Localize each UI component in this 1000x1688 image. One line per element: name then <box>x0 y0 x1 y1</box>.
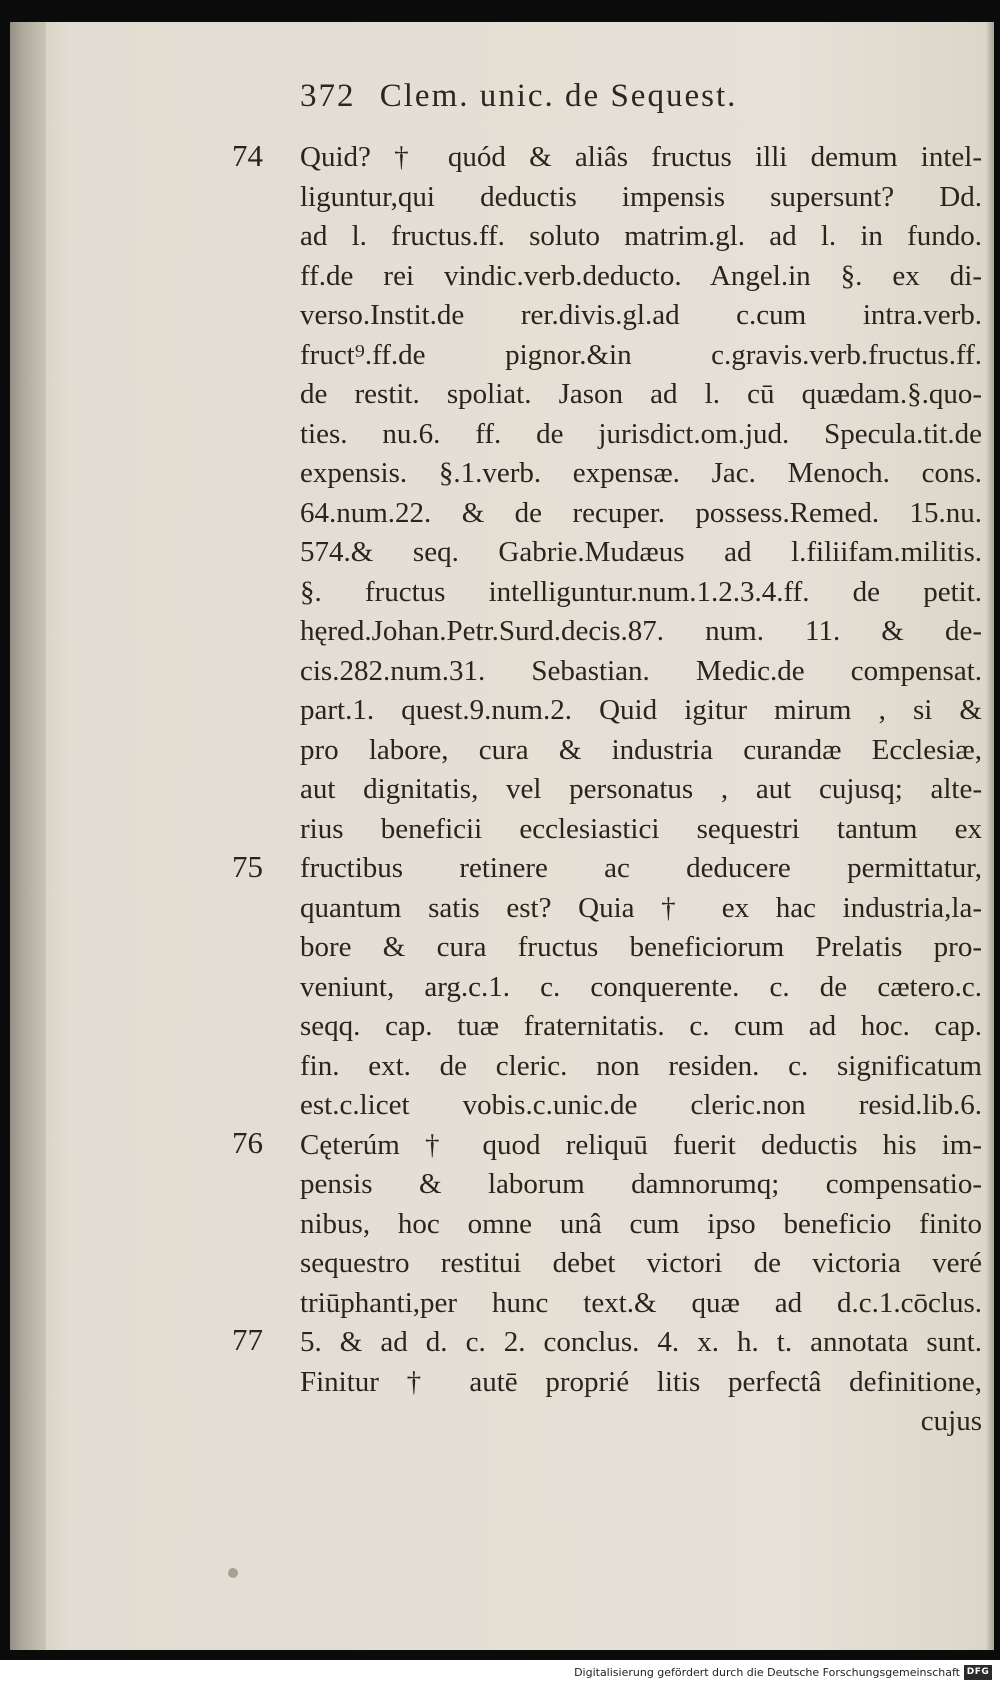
text-line: veniunt, arg.c.1. c. conquerente. c. de cætero.c. <box>300 970 982 1003</box>
margin-number: 74 <box>232 138 263 173</box>
text-line: triūphanti,per hunc text.& quæ ad d.c.1.cōclus. <box>300 1286 982 1319</box>
text-line: sequestro restitui debet victori de victoria veré <box>300 1247 982 1279</box>
text-line: ad l. fructus.ff. soluto matrim.gl. ad l. in fundo. <box>300 220 982 252</box>
running-head <box>300 78 737 115</box>
text-line: §. fructus intelliguntur.num.1.2.3.4.ff. de petit. <box>300 575 982 608</box>
text-line: fructibus retinere ac deducere permittatur, <box>300 852 982 884</box>
text-line: Cęterúm † quod reliquū fuerit deductis his im- <box>300 1128 982 1161</box>
text-line: Finitur † autē proprié litis perfectâ definitione, <box>300 1365 982 1398</box>
text-line: liguntur,qui deductis impensis supersunt? Dd. <box>300 180 982 213</box>
running-title: Clem. unic. de Sequest. <box>379 78 738 114</box>
text-line: quantum satis est? Quia † ex hac industria,la- <box>300 891 982 924</box>
body-text <box>300 138 982 1442</box>
text-line: nibus, hoc omne unâ cum ipso beneficio finito <box>300 1207 982 1240</box>
text-line: ties. nu.6. ff. de jurisdict.om.jud. Specula.tit.de <box>300 417 982 450</box>
text-line: 574.& seq. Gabrie.Mudæus ad l.filiifam.militis. <box>300 536 982 568</box>
text-line: ff.de rei vindic.verb.deducto. Angel.in §. ex di- <box>300 259 982 292</box>
text-line: fruct⁹.ff.de pignor.&in c.gravis.verb.fructus.ff. <box>300 338 982 371</box>
margin-number: 76 <box>232 1125 263 1160</box>
text-line: seqq. cap. tuæ fraternitatis. c. cum ad hoc. cap. <box>300 1010 982 1042</box>
text-line: pensis & laborum damnorumq; compensatio- <box>300 1168 982 1200</box>
text-line: bore & cura fructus beneficiorum Prelatis pro- <box>300 931 982 963</box>
text-line: hęred.Johan.Petr.Surd.decis.87. num. 11. & de- <box>300 615 982 647</box>
page-gutter-shadow <box>10 22 46 1650</box>
text-line: expensis. §.1.verb. expensæ. Jac. Menoch. cons. <box>300 457 982 489</box>
footer-bar <box>0 1660 1000 1688</box>
text-line: est.c.licet vobis.c.unic.de cleric.non resid.lib.6. <box>300 1089 982 1121</box>
funding-credit: Digitalisierung gefördert durch die Deutsche Forschungsgemeinschaft <box>574 1666 960 1679</box>
text-line: rius beneficii ecclesiastici sequestri tantum ex <box>300 812 982 845</box>
text-line: de restit. spoliat. Jason ad l. cū quædam.§.quo- <box>300 378 982 410</box>
margin-number: 77 <box>232 1322 263 1357</box>
page-number: 372 <box>300 78 356 114</box>
text-line: aut dignitatis, vel personatus , aut cujusq; alte- <box>300 773 982 805</box>
text-line: 5. & ad d. c. 2. conclus. 4. x. h. t. annotata sunt. <box>300 1326 982 1358</box>
text-line: cis.282.num.31. Sebastian. Medic.de compensat. <box>300 654 982 687</box>
dfg-logo: DFG <box>964 1665 992 1680</box>
text-line: fin. ext. de cleric. non residen. c. significatum <box>300 1049 982 1082</box>
page-edge <box>986 22 994 1650</box>
margin-number: 75 <box>232 849 263 884</box>
catchword: cujus <box>920 1405 982 1437</box>
text-line: part.1. quest.9.num.2. Quid igitur mirum , si & <box>300 694 982 726</box>
text-line: Quid? † quód & aliâs fructus illi demum intel- <box>300 141 982 173</box>
text-line: 64.num.22. & de recuper. possess.Remed. 15.nu. <box>300 496 982 529</box>
text-line: verso.Instit.de rer.divis.gl.ad c.cum intra.verb. <box>300 299 982 331</box>
paper-spot <box>228 1568 238 1578</box>
text-line: pro labore, cura & industria curandæ Ecclesiæ, <box>300 733 982 766</box>
